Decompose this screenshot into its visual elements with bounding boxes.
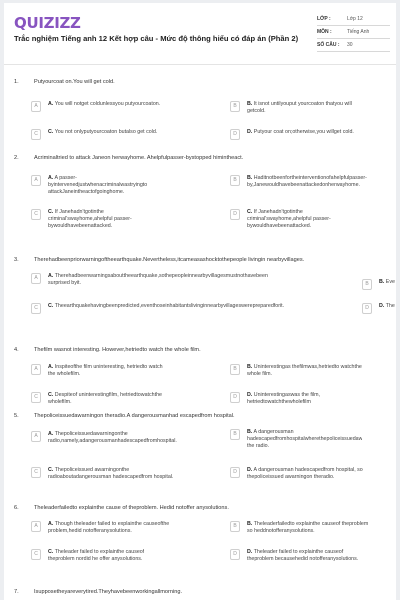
question-text: Thefilm wasnot interesting. However,hetriedto watch the whole film. [34, 347, 201, 353]
option-letter-badge: A [31, 431, 41, 442]
option-text: C. You not onlyputyourcoaton butalso get cold. [48, 129, 158, 135]
option-label: C. [48, 303, 54, 309]
option-label: D. [247, 549, 253, 555]
meta-row-subject [317, 26, 390, 39]
option-label: A. [48, 521, 54, 527]
question-number: 2. [14, 155, 19, 161]
question-number: 7. [14, 589, 19, 595]
option-label: C. [48, 467, 54, 473]
question-number: 5. [14, 413, 19, 419]
meta-label: SỐ CÂU : [317, 42, 340, 48]
option-text: A. Inspiteofthe film uninteresting, hetriedto watch the wholefilm. [48, 364, 163, 377]
answer-option-d[interactable] [230, 467, 363, 481]
option-text: A. Thepoliceissuedawarningonthe radio,namely,adangerousmanhadescapedfromhospital. [48, 431, 177, 444]
answer-option-b[interactable] [230, 521, 368, 535]
question-number: 1. [14, 79, 19, 85]
question-text: Theleaderfailedto explainthe cause of theproblem. Hedid notoffer anysolutions. [34, 505, 229, 511]
option-label: D. [379, 303, 385, 309]
option-label: C. [48, 209, 54, 215]
option-text: B. A dangerousman hadescapedfromhospitalwherethepoliceissuedaw the radio. [247, 429, 363, 449]
option-text: A. A passer- byintervenedjustwhenacriminalwastryingto attackJaneintheactofgoinghome. [48, 175, 148, 195]
option-text: A. You will notget coldunlessyou putyourcoaton. [48, 101, 161, 107]
question-number: 3. [14, 257, 19, 263]
option-text: B. It isnot untilyouput yourcoaton thatyou will getcold. [247, 101, 352, 114]
worksheet-page [4, 3, 396, 600]
option-text: A. Though theleader failed to explainthe causeofthe problem,hedid notofferanysolutions. [48, 521, 170, 534]
worksheet-meta [317, 13, 390, 52]
option-letter-badge: B [230, 521, 240, 532]
answer-option-c[interactable] [31, 549, 144, 563]
option-label: A. [48, 364, 54, 370]
option-label: B. [247, 521, 253, 527]
answer-option-d[interactable] [230, 549, 358, 563]
option-label: D. [247, 467, 253, 473]
question-number: 4. [14, 347, 19, 353]
answer-option-b[interactable] [230, 175, 367, 189]
option-label: B. [379, 279, 385, 285]
option-text: B. Haditnotbeenfortheinterventionofahelpfulpasser- by,Janewouldhavebeenattackedonherwayhome. [247, 175, 367, 188]
answer-option-d[interactable] [362, 303, 395, 314]
meta-row-class [317, 13, 390, 26]
option-letter-badge: D [230, 209, 240, 220]
option-letter-badge: D [230, 549, 240, 560]
option-label: D. [247, 392, 253, 398]
option-letter-badge: C [31, 467, 41, 478]
option-label: A. [48, 431, 54, 437]
option-text: A. Therehadbeenwarningsabouttheearthquake,sothepeopleinnearbyvillagesmustnothavebeen surprised byit. [48, 273, 268, 286]
option-letter-badge: D [230, 129, 240, 140]
meta-value: Lớp 12 [347, 16, 363, 22]
answer-option-b[interactable] [230, 101, 352, 115]
option-text: D. Putyour coat on;otherwise,you willget cold. [247, 129, 354, 135]
option-letter-badge: B [230, 175, 240, 186]
option-text: C. Theleader failed to explainthe causeof theproblem nordid he offer anysolutions. [48, 549, 145, 562]
option-label: C. [48, 392, 54, 398]
option-text: D. Uninterestingaswas the film, hetriedtowatchthewholefilm [247, 392, 321, 405]
option-letter-badge: C [31, 303, 41, 314]
answer-option-d[interactable] [230, 209, 331, 230]
answer-option-a[interactable] [31, 431, 177, 445]
question-text: Putyourcoat on.You will get cold. [34, 79, 115, 85]
meta-row-count [317, 39, 390, 52]
option-label: A. [48, 273, 54, 279]
answer-option-d[interactable] [230, 129, 354, 140]
option-letter-badge: D [230, 392, 240, 403]
option-letter-badge: B [230, 429, 240, 440]
answer-option-c[interactable] [31, 303, 284, 314]
meta-value: 30 [347, 42, 353, 48]
option-letter-badge: C [31, 549, 41, 560]
option-letter-badge: B [230, 364, 240, 375]
worksheet-title: Trắc nghiệm Tiếng anh 12 Kết hợp câu - Mức độ thông hiểu có đáp án (Phần 2) [14, 34, 299, 43]
option-letter-badge: A [31, 273, 41, 284]
meta-value: Tiếng Anh [347, 29, 370, 35]
option-text: C. Despiteof uninterestingfilm, hetriedtowatchthe wholefilm. [48, 392, 162, 405]
answer-option-a[interactable] [31, 175, 147, 196]
option-letter-badge: A [31, 175, 41, 186]
question-number: 6. [14, 505, 19, 511]
option-label: D. [247, 129, 253, 135]
option-label: A. [48, 101, 54, 107]
option-letter-badge: A [31, 101, 41, 112]
question-text: Acriminaltried to attack Janeon herwayhome. Ahelpfulpasser-bystopped himintheact. [34, 155, 244, 161]
option-text: B. Eve [379, 279, 395, 285]
question-text: Therehadbeenpriorwarningoftheearthquake.Nevertheless,itcameasashocktothepeople livingin nearbyvillages. [34, 257, 305, 263]
option-label: B. [247, 364, 253, 370]
option-text: D. The [379, 303, 395, 309]
answer-option-c[interactable] [31, 392, 162, 406]
answer-option-a[interactable] [31, 273, 268, 287]
option-letter-badge: C [31, 129, 41, 140]
answer-option-c[interactable] [31, 467, 173, 481]
answer-option-b[interactable] [230, 429, 362, 450]
answer-option-a[interactable] [31, 364, 163, 378]
option-text: D. A dangerousman hadescapedfrom hospital, so thepoliceissued awarningon theradio. [247, 467, 363, 480]
option-label: C. [48, 129, 54, 135]
option-text: B. Uninterestingas thefilmwas,hetriedto watchthe whole film. [247, 364, 362, 377]
option-text: D. Theleader failed to explainthe causeof theproblem becausehedid notofferanysolutions. [247, 549, 359, 562]
option-text: C. If Janehadn'tgotinthe criminal'swayhome,ahelpful passer- bywouldhavebeenattacked. [247, 209, 331, 229]
option-label: B. [247, 175, 253, 181]
answer-option-b[interactable] [230, 364, 362, 378]
option-letter-badge: A [31, 364, 41, 375]
worksheet-header [4, 3, 396, 65]
question-text: Isupposetheyareverytired.Theyhavebeenworkingallmorning. [34, 589, 183, 595]
answer-option-c[interactable] [31, 129, 157, 140]
option-label: C. [247, 209, 253, 215]
option-letter-badge: B [230, 101, 240, 112]
quizizz-logo: QUIZIZZ [14, 14, 81, 32]
option-label: B. [247, 429, 253, 435]
option-letter-badge: C [31, 209, 41, 220]
option-label: A. [48, 175, 54, 181]
option-text: B. Theleaderfailedto explainthe causeof theproblem so heddnotofferanysolutions. [247, 521, 369, 534]
question-text: Thepoliceissuedawarningon theradio.A dangerousmanhad escapedfrom hospital. [34, 413, 235, 419]
option-text: C. Theearthquakehavingbeenpredicted,eventhoseinhabitantslivinginnearbyvillageswerepreparedforit. [48, 303, 285, 309]
answer-option-a[interactable] [31, 101, 160, 112]
option-letter-badge: C [31, 392, 41, 403]
meta-label: MÔN : [317, 29, 332, 35]
meta-label: LỚP : [317, 16, 331, 22]
answer-option-b[interactable] [362, 279, 395, 290]
option-letter-badge: D [362, 303, 372, 314]
option-label: C. [48, 549, 54, 555]
option-text: C. Thepoliceissued awarningonthe radioaboutadangerousman hadescapedfrom hospital. [48, 467, 174, 480]
answer-option-c[interactable] [31, 209, 132, 230]
option-label: B. [247, 101, 253, 107]
option-letter-badge: D [230, 467, 240, 478]
answer-option-a[interactable] [31, 521, 169, 535]
option-text: C. If Janehadn'tgotinthe criminal'swayhome,ahelpful passer- bywouldhavebeenattacked. [48, 209, 132, 229]
option-letter-badge: A [31, 521, 41, 532]
answer-option-d[interactable] [230, 392, 320, 406]
option-letter-badge: B [362, 279, 372, 290]
